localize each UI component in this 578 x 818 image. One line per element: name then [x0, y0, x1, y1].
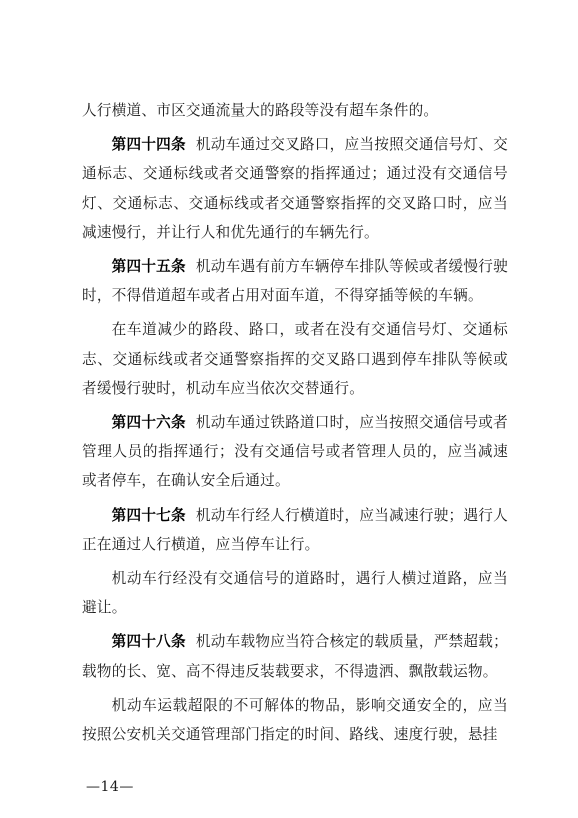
paragraph-text: 在车道减少的路段、路口，或者在没有交通信号灯、交通标志、交通标线或者交通警察指挥的交叉路口遇到停车排队等候或者缓慢行驶时，机动车应当依次交替通行。 [82, 321, 508, 397]
paragraph-text: 机动车行经没有交通信号的道路时，遇行人横过道路，应当避让。 [82, 570, 508, 617]
article-45-clause-2 [82, 315, 508, 403]
paragraph-text: 机动车行经人行横道时，应当减速行驶；遇行人正在通过人行横道，应当停车让行。 [82, 506, 508, 553]
article-48-clause-2 [82, 691, 508, 749]
paragraph-text: 人行横道、市区交通流量大的路段等没有超车条件的。 [82, 102, 439, 119]
page-number: —14— [86, 779, 134, 795]
article-44 [82, 130, 508, 247]
article-heading: 第四十五条 [111, 258, 186, 276]
article-47 [82, 501, 508, 559]
paragraph-text: 机动车运载超限的不可解体的物品，影响交通安全的，应当按照公安机关交通管理部门指定的时间、路线、速度行驶，悬挂 [82, 696, 508, 744]
paragraph-text: 机动车通过铁路道口时，应当按照交通信号或者管理人员的指挥通行；没有交通信号或者管理人员的，应当减速或者停车，在确认安全后通过。 [82, 414, 508, 490]
article-heading: 第四十六条 [111, 414, 186, 432]
document-body [82, 96, 508, 754]
paragraph-continuation [82, 96, 508, 125]
article-heading: 第四十七条 [111, 506, 186, 524]
article-heading: 第四十八条 [111, 633, 186, 651]
paragraph-text: 机动车遇有前方车辆停车排队等候或者缓慢行驶时，不得借道超车或者占用对面车道，不得穿插等候的车辆。 [82, 258, 508, 305]
article-47-clause-2 [82, 564, 508, 622]
article-45 [82, 252, 508, 310]
article-48 [82, 627, 508, 685]
paragraph-text: 机动车载物应当符合核定的载质量，严禁超载；载物的长、宽、高不得违反装载要求，不得遗洒、飘散载运物。 [82, 633, 508, 680]
article-46 [82, 408, 508, 496]
article-heading: 第四十四条 [111, 136, 186, 154]
paragraph-text: 机动车通过交叉路口，应当按照交通信号灯、交通标志、交通标线或者交通警察的指挥通过；通过没有交通信号灯、交通标志、交通标线或者交通警察指挥的交叉路口时，应当减速慢行，并让行人和优先通行的车辆先行。 [82, 136, 508, 241]
